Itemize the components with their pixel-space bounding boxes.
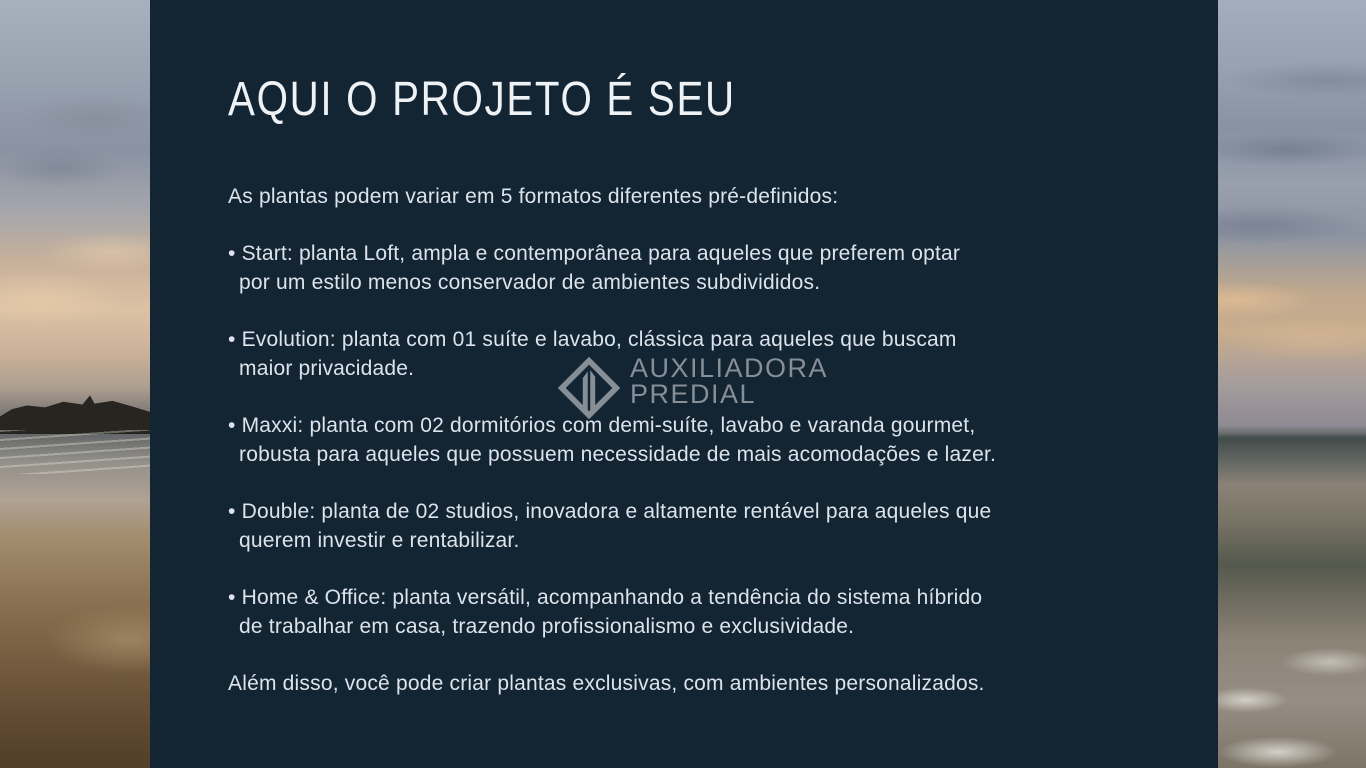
bullet-home-office-line1: • Home & Office: planta versátil, acompanhando a tendência do sistema híbrido — [228, 586, 983, 609]
bullet-start-line2: por um estilo menos conservador de ambientes subdivididos. — [239, 271, 821, 294]
bullet-maxxi-line2: robusta para aqueles que possuem necessidade de mais acomodações e lazer. — [239, 443, 997, 466]
background-photo-left-beach — [0, 0, 150, 768]
slide-title: AQUI O PROJETO É SEU — [228, 73, 736, 126]
bullet-maxxi-line1: • Maxxi: planta com 02 dormitórios com demi-suíte, lavabo e varanda gourmet, — [228, 414, 976, 437]
bullet-home-office — [228, 583, 1178, 641]
bullet-evolution-line1: • Evolution: planta com 01 suíte e lavabo, clássica para aqueles que buscam — [228, 328, 957, 351]
watermark-brand-line1: AUXILIADORA — [630, 353, 829, 383]
bullet-double — [228, 497, 1178, 555]
bullet-double-line1: • Double: planta de 02 studios, inovadora e altamente rentável para aqueles que — [228, 500, 992, 523]
bullet-start — [228, 239, 1178, 297]
background-photo-right-ocean — [1218, 0, 1366, 768]
closing-paragraph: Além disso, você pode criar plantas exclusivas, com ambientes personalizados. — [228, 672, 985, 695]
bullet-maxxi — [228, 411, 1178, 469]
surf-foam-decoration — [0, 430, 150, 474]
bullet-start-line1: • Start: planta Loft, ampla e contemporânea para aqueles que preferem optar — [228, 242, 961, 265]
watermark-brand-line2: PREDIAL — [630, 379, 757, 409]
intro-paragraph: As plantas podem variar em 5 formatos diferentes pré-definidos: — [228, 185, 839, 208]
slide-content — [150, 0, 1178, 698]
bullet-double-line2: querem investir e rentabilizar. — [239, 529, 520, 552]
bullet-evolution-line2: maior privacidade. — [239, 357, 415, 380]
bullet-evolution — [228, 325, 1178, 383]
bullet-home-office-line2: de trabalhar em casa, trazendo profissionalismo e exclusividade. — [239, 615, 855, 638]
slide-panel — [150, 0, 1218, 768]
